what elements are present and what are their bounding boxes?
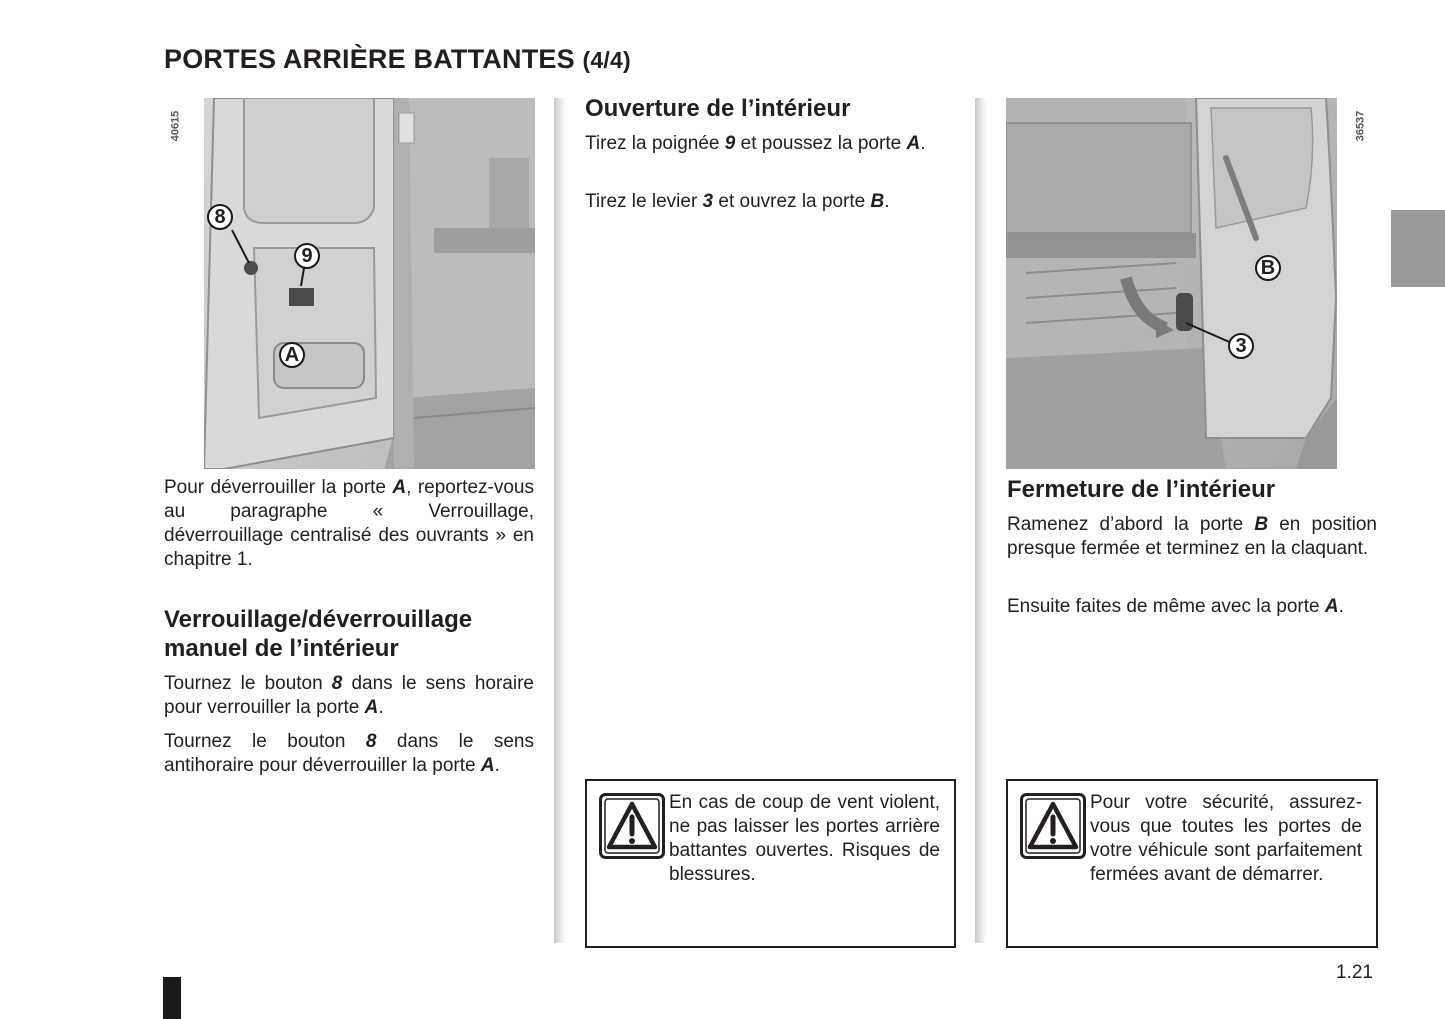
closing-section-title: Fermeture de l’intérieur: [1007, 476, 1276, 503]
page-title: [164, 44, 631, 75]
figure-id-right: 36537: [1354, 110, 1367, 142]
callout-9: 9: [294, 243, 320, 269]
opening-lever-paragraph: Tirez le levier 3 et ouvrez la porte B.: [585, 191, 890, 212]
closing-door-b-paragraph: Ramenez d’abord la porte B en position presque fermée et terminez en la claquant.: [1007, 514, 1377, 559]
callout-B: B: [1255, 255, 1281, 281]
reference-label: 8: [331, 673, 343, 694]
warning-triangle-icon: [599, 793, 665, 859]
column-divider-right: [975, 98, 987, 943]
reference-label: 9: [724, 133, 736, 154]
column-divider-left: [554, 98, 566, 943]
warning-triangle-icon: [1020, 793, 1086, 859]
chapter-tab: [1391, 210, 1445, 287]
unlock-anticlockwise-paragraph: Tournez le bouton 8 dans le sens antihoraire pour déverrouiller la porte A.: [164, 731, 534, 776]
callout-A: A: [279, 342, 305, 368]
figure-id-left: 40615: [169, 110, 182, 142]
reference-label: A: [906, 133, 921, 154]
reference-label: A: [480, 755, 495, 776]
reference-label: B: [1254, 514, 1269, 535]
callout-8: 8: [207, 204, 233, 230]
closing-door-a-paragraph: Ensuite faites de même avec la porte A.: [1007, 596, 1344, 617]
figure-rear-door-interior: [204, 98, 535, 469]
unlock-intro-paragraph: Pour déverrouiller la porte A, reportez-vous au paragraphe « Verrouillage, déverrouillage centralisé des ouvrants » en chapitre 1.: [164, 477, 534, 570]
page-number: 1.21: [1336, 962, 1373, 983]
opening-section-title: Ouverture de l’intérieur: [585, 95, 851, 122]
figure-side-door-interior: [1006, 98, 1337, 469]
reference-label: A: [364, 697, 379, 718]
reference-label: 8: [365, 731, 377, 752]
reference-label: A: [392, 477, 407, 498]
reference-label: 3: [702, 191, 714, 212]
rear-door-illustration: [204, 98, 535, 469]
manual-lock-section-title: Verrouillage/déverrouillage manuel de l’intérieur: [164, 606, 473, 662]
page-title-text: PORTES ARRIÈRE BATTANTES: [164, 44, 575, 74]
wind-warning-text: En cas de coup de vent violent, ne pas laisser les portes arrière battantes ouvertes. Risques de blessures.: [669, 792, 940, 885]
safety-warning-text: Pour votre sécurité, assurez-vous que toutes les portes de votre véhicule sont parfaitement fermées avant de démarrer.: [1090, 792, 1362, 885]
wind-warning-box: [585, 779, 956, 948]
footer-marker-bar: [163, 977, 181, 1019]
side-door-illustration: [1006, 98, 1337, 469]
lock-clockwise-paragraph: Tournez le bouton 8 dans le sens horaire pour verrouiller la porte A.: [164, 673, 534, 718]
safety-warning-box: [1006, 779, 1378, 948]
reference-label: A: [1324, 596, 1339, 617]
opening-handle-paragraph: Tirez la poignée 9 et poussez la porte A.: [585, 133, 926, 154]
reference-label: B: [870, 191, 885, 212]
page-title-suffix: (4/4): [582, 47, 631, 73]
callout-3: 3: [1228, 333, 1254, 359]
